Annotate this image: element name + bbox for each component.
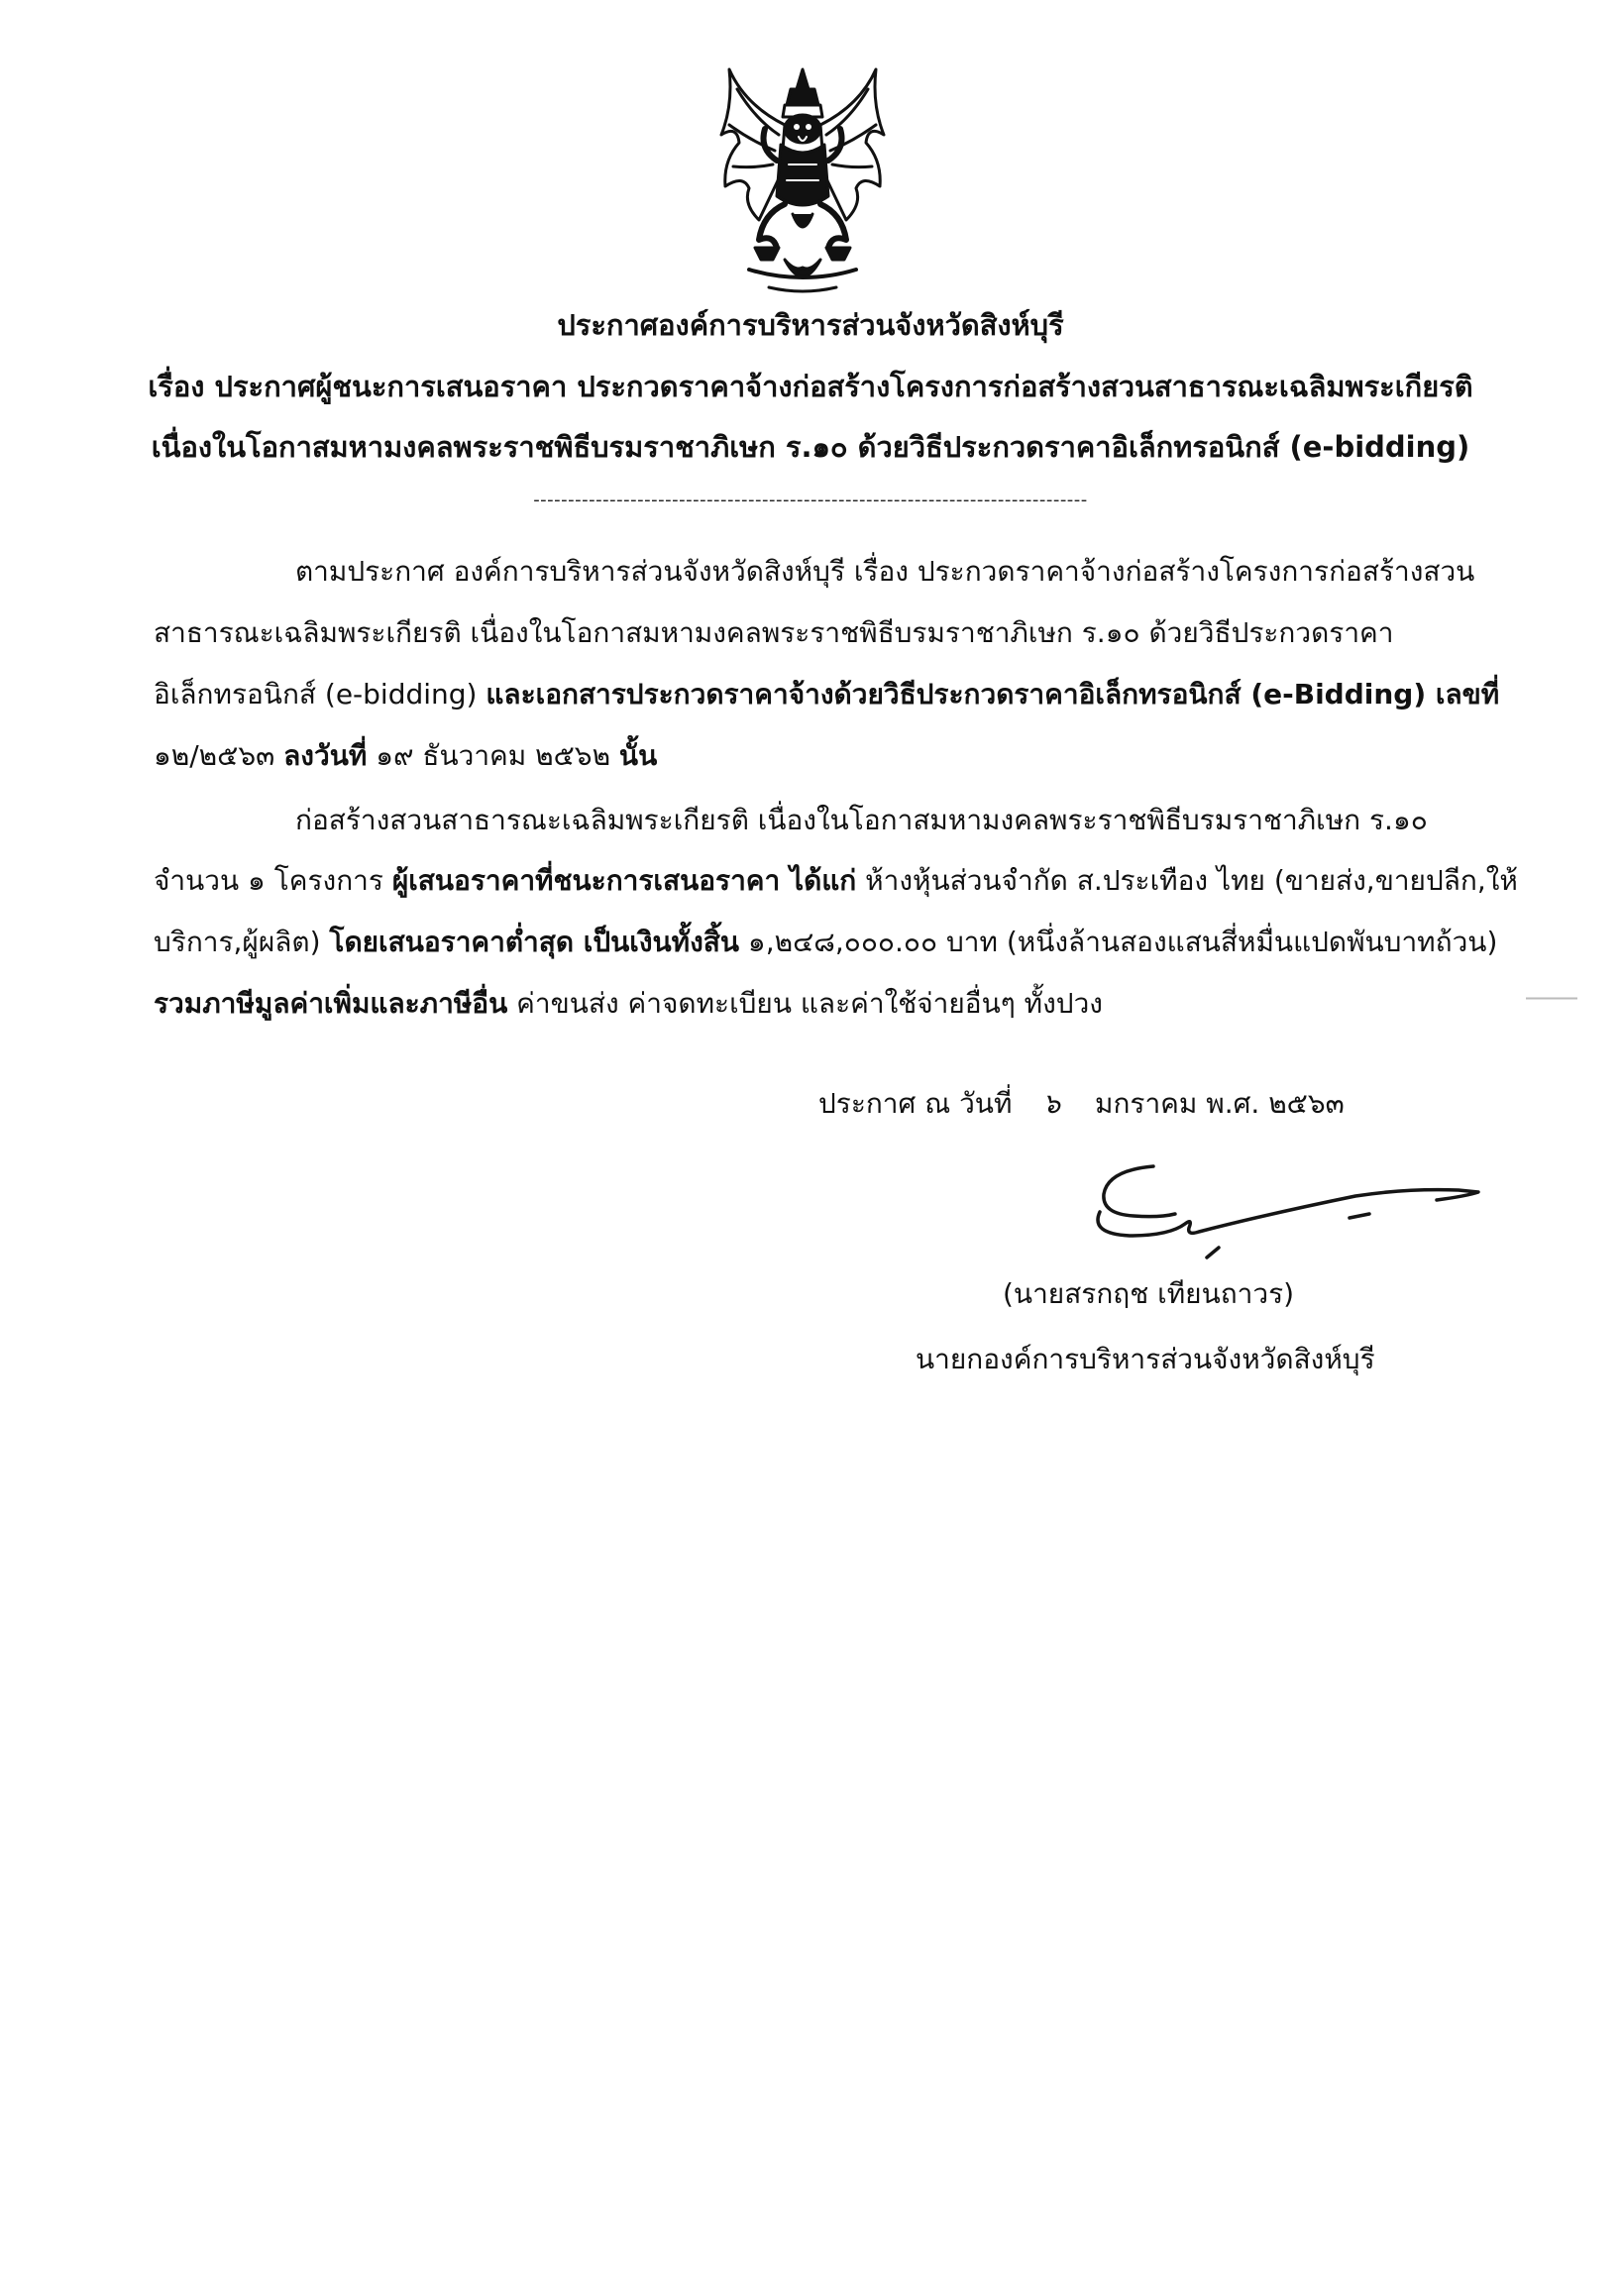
paragraph-2-line-3 [154, 921, 1497, 964]
paragraph-2-line-1: ก่อสร้างสวนสาธารณะเฉลิมพระเกียรติ เนื่องในโอกาสมหามงคลพระราชพิธีบรมราชาภิเษก ร.๑๐ [295, 804, 1428, 836]
garuda-emblem-icon [715, 65, 890, 299]
header-divider: -------------------------------------------------------------------------------- [533, 490, 1088, 510]
paragraph-1-line-3-part-a: อิเล็กทรอนิกส์ (e-bidding) [154, 678, 486, 711]
project-count: จำนวน ๑ โครงการ [154, 864, 392, 897]
announcement-date [818, 1082, 1345, 1126]
dated-value: ๑๙ ธันวาคม ๒๕๖๒ [367, 739, 619, 772]
handwritten-signature [1090, 1154, 1486, 1283]
price-value: ๑,๒๔๘,๐๐๐.๐๐ บาท (หนึ่งล้านสองแสนสี่หมื่นแปดพันบาทถ้วน) [739, 926, 1498, 958]
other-costs: ค่าขนส่ง ค่าจดทะเบียน และค่าใช้จ่ายอื่นๆ ทั้งปวง [507, 987, 1103, 1020]
paragraph-1-line-3 [154, 673, 1499, 716]
paragraph-2-line-4 [154, 982, 1103, 1026]
paragraph-1-line-3-part-b: และเอกสารประกวดราคาจ้างด้วยวิธีประกวดราคาอิเล็กทรอนิกส์ (e-Bidding) เลขที่ [486, 678, 1500, 711]
tax-label: รวมภาษีมูลค่าเพิ่มและภาษีอื่น [154, 987, 508, 1020]
announce-prefix: ประกาศ ณ วันที่ [818, 1087, 1013, 1120]
project-number: ๑๒/๒๕๖๓ [154, 739, 284, 772]
signatory-name: (นายสรกฤช เทียนถาวร) [1003, 1277, 1295, 1310]
announce-day: ๖ [1042, 1087, 1061, 1120]
paragraph-2-line-2 [154, 859, 1518, 903]
paragraph-1-line-2: สาธารณะเฉลิมพระเกียรติ เนื่องในโอกาสมหามงคลพระราชพิธีบรมราชาภิเษก ร.๑๐ ด้วยวิธีประกวดราคา [154, 616, 1394, 649]
subject-line-1: เรื่อง ประกาศผู้ชนะการเสนอราคา ประกวดราคาจ้างก่อสร้างโครงการก่อสร้างสวนสาธารณะเฉลิมพระเกียรติ [148, 370, 1473, 403]
winner-label: ผู้เสนอราคาที่ชนะการเสนอราคา ได้แก่ [391, 864, 857, 897]
paragraph-1-end: นั้น [618, 739, 658, 772]
subject-line-2: เนื่องในโอกาสมหามงคลพระราชพิธีบรมราชาภิเษก ร.๑๐ ด้วยวิธีประกวดราคาอิเล็กทรอนิกส์ (e-bidding) [151, 430, 1470, 464]
winner-type: บริการ,ผู้ผลิต) [154, 926, 330, 958]
paragraph-1-line-1: ตามประกาศ องค์การบริหารส่วนจังหวัดสิงห์บุรี เรื่อง ประกวดราคาจ้างก่อสร้างโครงการก่อสร้างสวน [295, 555, 1475, 588]
price-label: โดยเสนอราคาต่ำสุด เป็นเงินทั้งสิ้น [329, 926, 740, 958]
winner-name: ห้างหุ้นส่วนจำกัด ส.ประเทือง ไทย (ขายส่ง,ขายปลีก,ให้ [856, 864, 1518, 897]
scan-mark [1526, 997, 1577, 1000]
signatory-position: นายกองค์การบริหารส่วนจังหวัดสิงห์บุรี [916, 1343, 1375, 1375]
paragraph-1-line-4 [154, 734, 657, 778]
document-title: ประกาศองค์การบริหารส่วนจังหวัดสิงห์บุรี [557, 308, 1064, 342]
dated-label: ลงวันที่ [283, 739, 368, 772]
announce-month-year: มกราคม พ.ศ. ๒๕๖๓ [1095, 1087, 1345, 1120]
